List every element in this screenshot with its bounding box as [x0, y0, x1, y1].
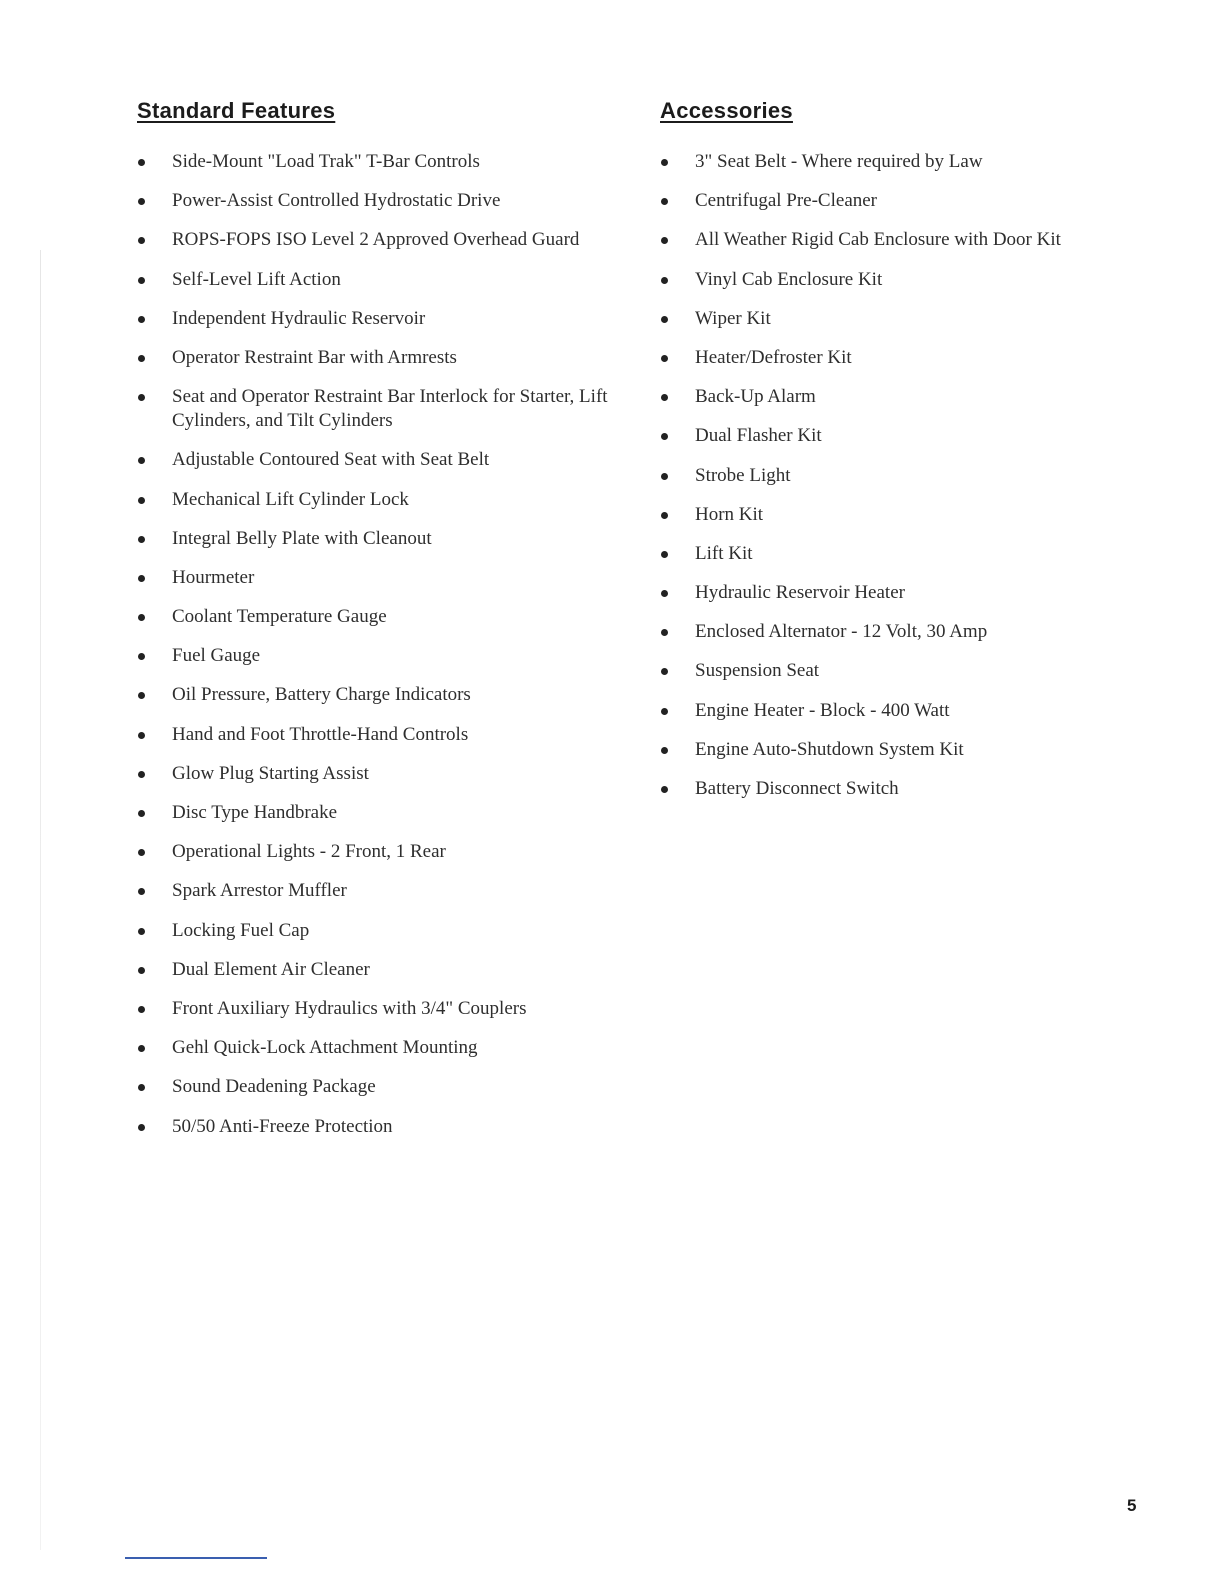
list-item-text: Adjustable Contoured Seat with Seat Belt: [172, 449, 490, 471]
list-item-text: Dual Element Air Cleaner: [172, 958, 370, 980]
bullet-icon: [138, 316, 145, 323]
list-item-text: Coolant Temperature Gauge: [172, 606, 387, 628]
bullet-icon: [661, 355, 668, 362]
list-item: [137, 189, 617, 213]
bullet-icon: [138, 692, 145, 699]
bullet-icon: [138, 732, 145, 739]
list-item-text: Horn Kit: [695, 503, 764, 525]
list-item: [660, 150, 1120, 174]
list-item-text: All Weather Rigid Cab Enclosure with Door Kit: [695, 229, 1061, 251]
list-item-text: Front Auxiliary Hydraulics with 3/4" Couplers: [172, 997, 527, 1019]
list-item: [660, 699, 1120, 723]
bullet-icon: [138, 849, 145, 856]
list-item-text: Hand and Foot Throttle-Hand Controls: [172, 723, 469, 745]
list-item-text: Glow Plug Starting Assist: [172, 762, 369, 784]
list-item-text: Heater/Defroster Kit: [695, 346, 852, 368]
list-item-text: Independent Hydraulic Reservoir: [172, 307, 426, 329]
bullet-icon: [661, 316, 668, 323]
list-item: [137, 762, 617, 786]
bullet-icon: [138, 653, 145, 660]
list-item: [137, 1115, 617, 1139]
list-item: [137, 385, 617, 433]
bullet-icon: [661, 708, 668, 715]
list-item: [660, 228, 1120, 252]
bullet-icon: [661, 668, 668, 675]
list-item: [660, 659, 1120, 683]
list-item: [660, 503, 1120, 527]
bullet-icon: [661, 551, 668, 558]
list-item-text: Integral Belly Plate with Cleanout: [172, 527, 432, 549]
list-item-text: Fuel Gauge: [172, 645, 261, 667]
bullet-icon: [138, 198, 145, 205]
bullet-icon: [661, 473, 668, 480]
list-item: [137, 605, 617, 629]
list-item: [137, 840, 617, 864]
list-item: [660, 464, 1120, 488]
list-item: [660, 385, 1120, 409]
list-item-text: Seat and Operator Restraint Bar Interlock for Starter, Lift Cylinders, and Tilt Cylinders: [172, 386, 608, 432]
list-item-text: Battery Disconnect Switch: [695, 778, 899, 799]
list-item: [137, 566, 617, 590]
scan-edge-line: [40, 250, 41, 1550]
bullet-icon: [138, 967, 145, 974]
bullet-icon: [138, 614, 145, 621]
list-item: [137, 919, 617, 943]
bullet-icon: [138, 457, 145, 464]
bullet-icon: [661, 512, 668, 519]
list-item-text: Gehl Quick-Lock Attachment Mounting: [172, 1037, 478, 1059]
list-item: [660, 542, 1120, 566]
list-item-text: Oil Pressure, Battery Charge Indicators: [172, 684, 471, 706]
standard-features-list: [137, 150, 617, 1139]
bullet-icon: [138, 575, 145, 582]
bullet-icon: [138, 928, 145, 935]
list-item: [137, 307, 617, 331]
bullet-icon: [661, 590, 668, 597]
list-item: [137, 268, 617, 292]
list-item-text: Hydraulic Reservoir Heater: [695, 582, 905, 604]
list-item: [660, 189, 1120, 213]
bullet-icon: [138, 1084, 145, 1091]
accessories-section: [660, 98, 1120, 816]
list-item: [137, 997, 617, 1021]
bullet-icon: [138, 1006, 145, 1013]
bullet-icon: [661, 747, 668, 754]
list-item: [137, 1075, 617, 1099]
list-item: [660, 307, 1120, 331]
standard-features-heading: Standard Features: [137, 98, 336, 123]
list-item: [660, 268, 1120, 292]
bullet-icon: [661, 159, 668, 166]
list-item: [137, 683, 617, 707]
list-item-text: Centrifugal Pre-Cleaner: [695, 190, 878, 212]
bullet-icon: [661, 786, 668, 793]
bullet-icon: [661, 237, 668, 244]
standard-features-section: [137, 98, 617, 1154]
list-item-text: Side-Mount "Load Trak" T-Bar Controls: [172, 151, 480, 172]
bullet-icon: [661, 629, 668, 636]
list-item-text: Mechanical Lift Cylinder Lock: [172, 488, 409, 510]
list-item-text: Lift Kit: [695, 542, 753, 564]
list-item-text: 50/50 Anti-Freeze Protection: [172, 1115, 393, 1137]
bullet-icon: [138, 810, 145, 817]
list-item-text: Engine Heater - Block - 400 Watt: [695, 699, 950, 721]
list-item-text: Dual Flasher Kit: [695, 425, 822, 447]
list-item-text: Strobe Light: [695, 464, 791, 486]
list-item: [137, 958, 617, 982]
bullet-icon: [138, 1045, 145, 1052]
accessories-heading: Accessories: [660, 98, 793, 123]
list-item-text: Suspension Seat: [695, 660, 820, 682]
list-item: [137, 1036, 617, 1060]
bullet-icon: [661, 394, 668, 401]
list-item: [137, 527, 617, 551]
bullet-icon: [138, 237, 145, 244]
bullet-icon: [661, 277, 668, 284]
accessories-list: [660, 150, 1120, 801]
list-item: [660, 777, 1120, 801]
list-item-text: Spark Arrestor Muffler: [172, 880, 347, 902]
list-item: [660, 346, 1120, 370]
bullet-icon: [138, 771, 145, 778]
list-item-text: Hourmeter: [172, 566, 255, 588]
bullet-icon: [138, 394, 145, 401]
bullet-icon: [138, 277, 145, 284]
bullet-icon: [138, 536, 145, 543]
list-item-text: Power-Assist Controlled Hydrostatic Drive: [172, 190, 501, 212]
bullet-icon: [661, 433, 668, 440]
list-item-text: ROPS-FOPS ISO Level 2 Approved Overhead Guard: [172, 229, 580, 251]
list-item: [660, 424, 1120, 448]
list-item-text: Vinyl Cab Enclosure Kit: [695, 268, 883, 290]
list-item: [660, 738, 1120, 762]
list-item-text: Disc Type Handbrake: [172, 802, 338, 823]
list-item: [137, 801, 617, 825]
list-item: [137, 150, 617, 174]
bullet-icon: [138, 355, 145, 362]
list-item-text: Locking Fuel Cap: [172, 919, 310, 941]
list-item: [137, 448, 617, 472]
scan-artifact-rule: [125, 1557, 267, 1559]
list-item: [137, 488, 617, 512]
list-item-text: Self-Level Lift Action: [172, 268, 341, 290]
list-item: [137, 346, 617, 370]
list-item: [137, 723, 617, 747]
bullet-icon: [138, 159, 145, 166]
list-item-text: Enclosed Alternator - 12 Volt, 30 Amp: [695, 621, 988, 643]
bullet-icon: [138, 1124, 145, 1131]
list-item-text: Wiper Kit: [695, 307, 771, 329]
bullet-icon: [661, 198, 668, 205]
list-item-text: Back-Up Alarm: [695, 386, 816, 408]
bullet-icon: [138, 888, 145, 895]
list-item: [137, 228, 617, 252]
list-item-text: Sound Deadening Package: [172, 1076, 376, 1098]
list-item: [660, 581, 1120, 605]
list-item-text: 3" Seat Belt - Where required by Law: [695, 151, 983, 172]
page-number: 5: [1127, 1496, 1137, 1515]
list-item: [660, 620, 1120, 644]
list-item-text: Engine Auto-Shutdown System Kit: [695, 738, 964, 760]
list-item-text: Operator Restraint Bar with Armrests: [172, 346, 457, 368]
list-item: [137, 644, 617, 668]
list-item-text: Operational Lights - 2 Front, 1 Rear: [172, 841, 446, 863]
bullet-icon: [138, 497, 145, 504]
list-item: [137, 879, 617, 903]
